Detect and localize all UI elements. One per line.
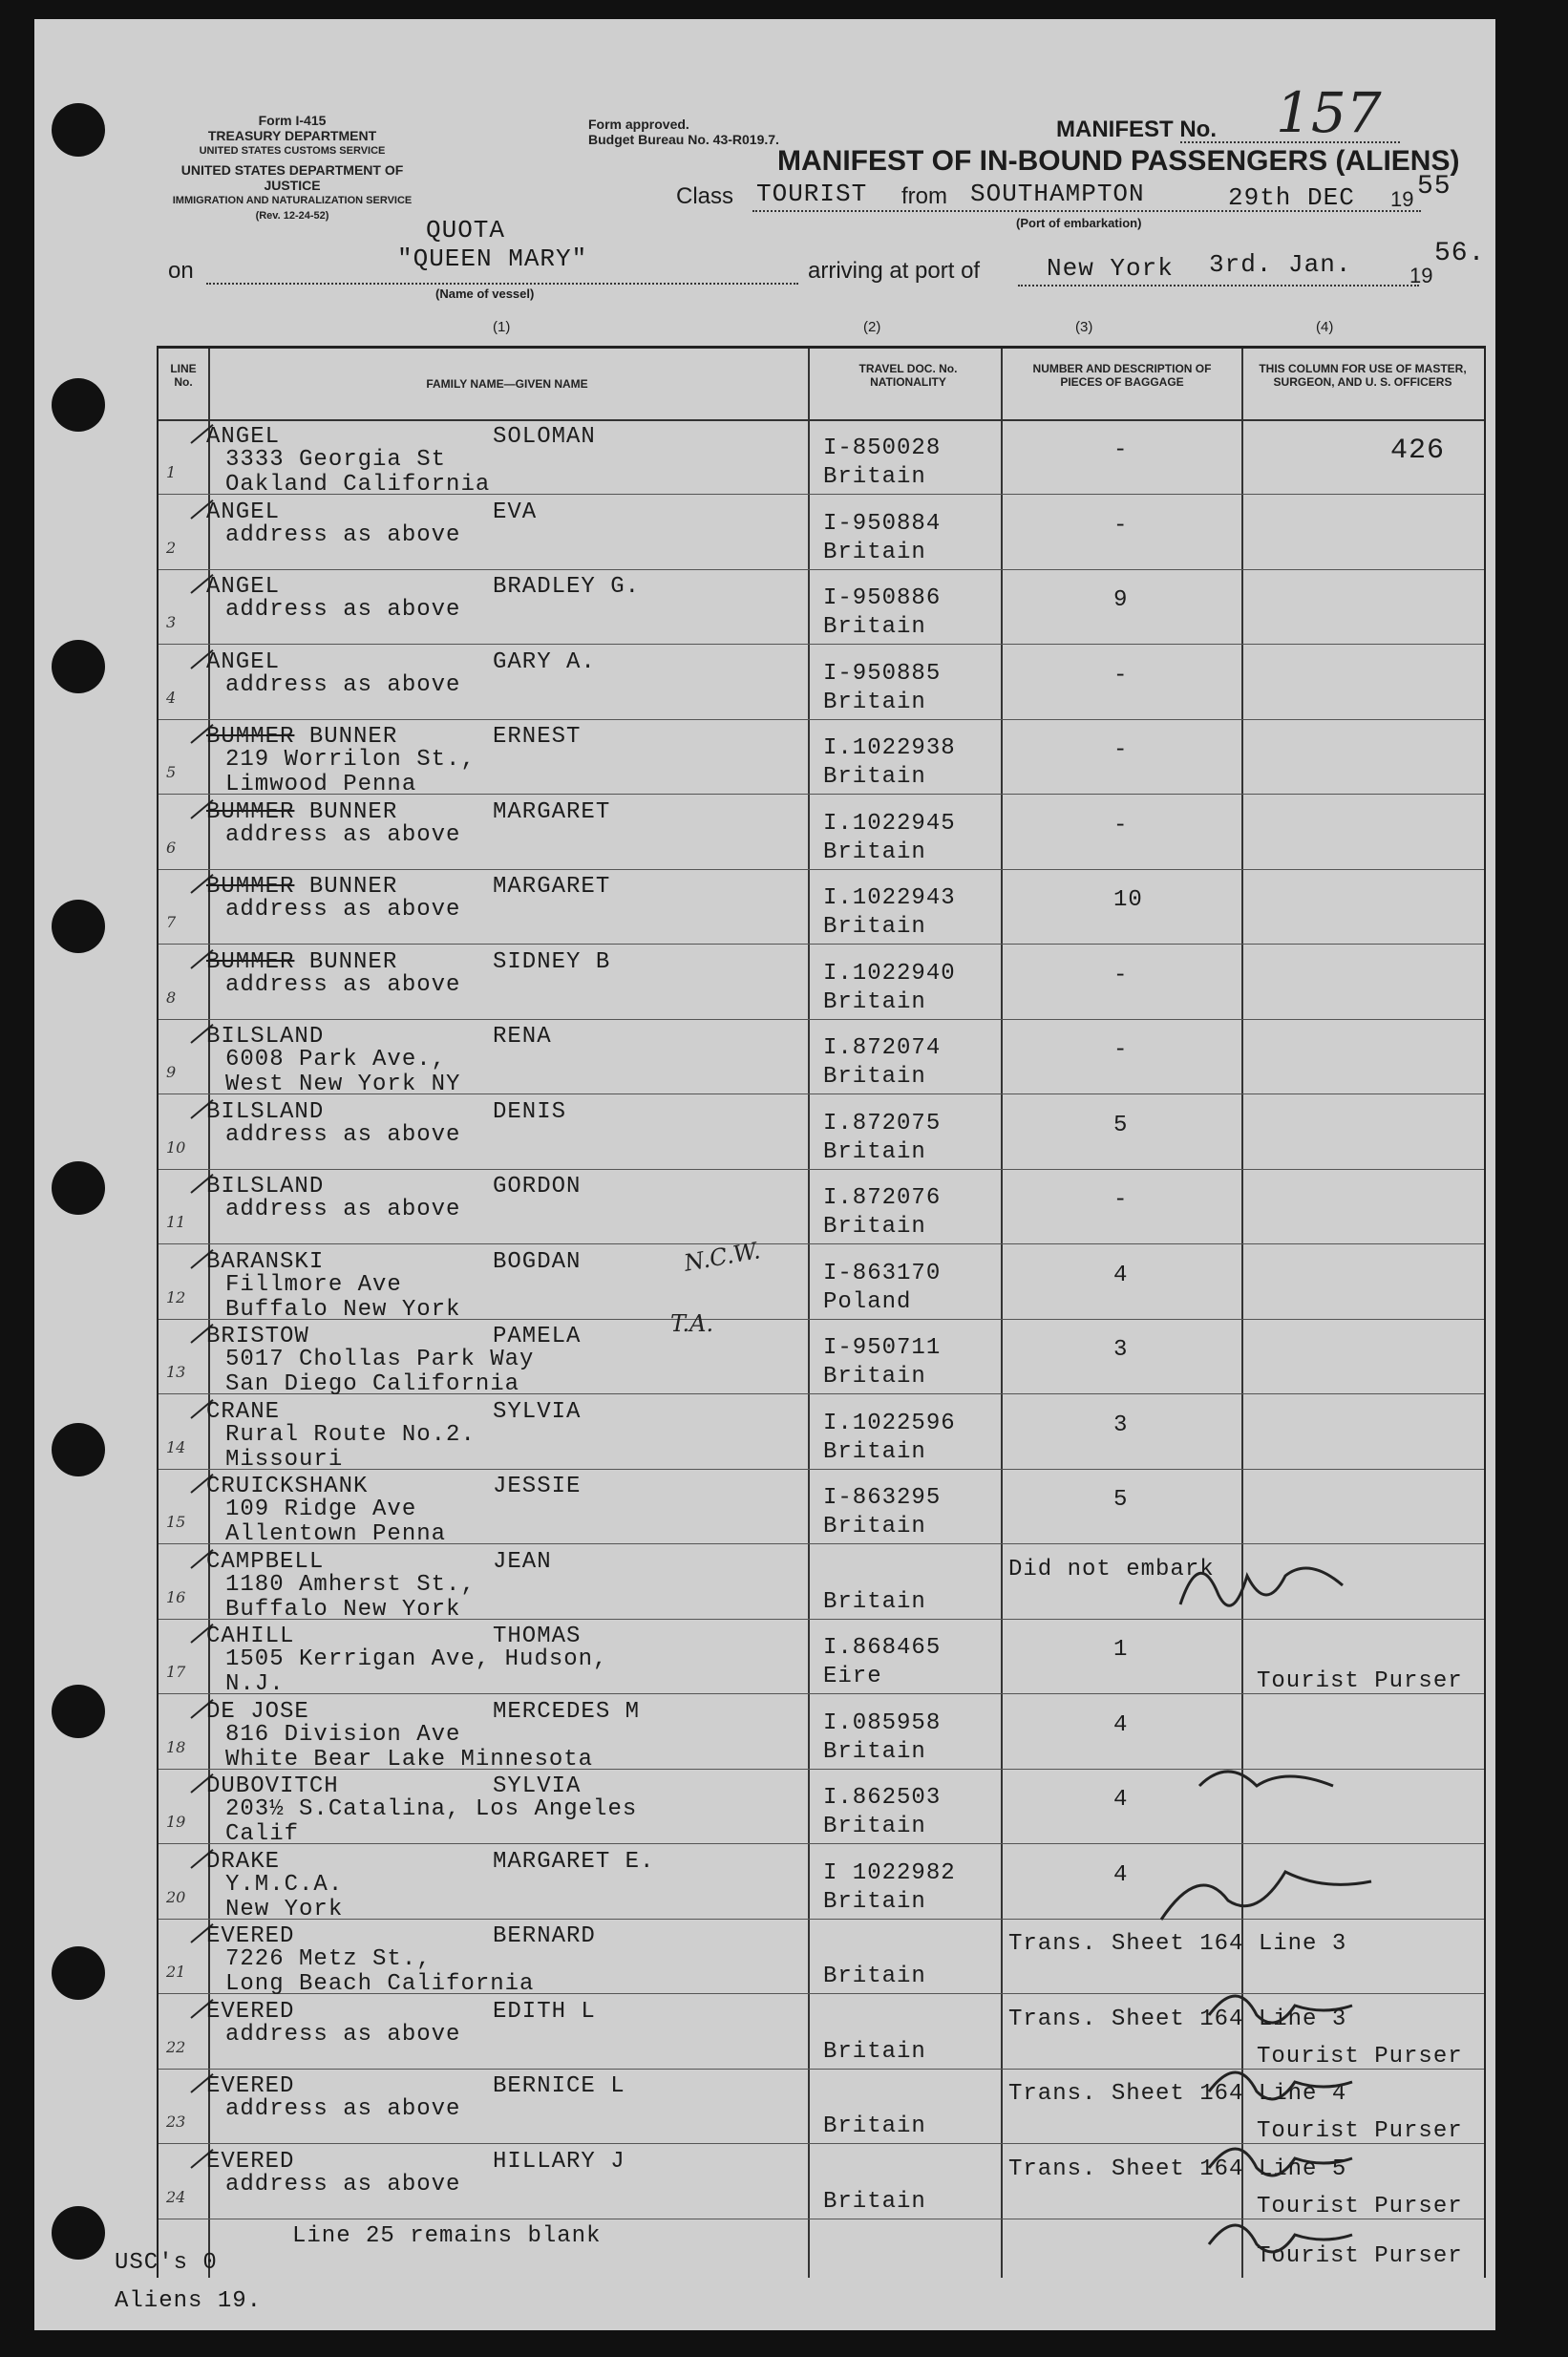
baggage-count: - bbox=[1113, 1037, 1129, 1063]
address-line: Calif bbox=[225, 1821, 300, 1847]
punch-hole bbox=[52, 2206, 105, 2260]
travel-doc-number: I.1022945 bbox=[823, 810, 956, 837]
punch-hole bbox=[52, 1423, 105, 1476]
vessel-name: "QUEEN MARY" bbox=[397, 244, 588, 273]
address-line: Oakland California bbox=[225, 472, 491, 498]
address-line: Buffalo New York bbox=[225, 1296, 461, 1323]
address-line: address as above bbox=[225, 971, 461, 998]
customs-service: UNITED STATES CUSTOMS SERVICE bbox=[199, 145, 386, 157]
given-name: BERNARD bbox=[493, 1923, 596, 1949]
given-name: MERCEDES M bbox=[493, 1698, 641, 1725]
family-name: ANGEL bbox=[206, 499, 281, 525]
line-number: 23 bbox=[166, 2113, 186, 2131]
col-header-baggage: NUMBER AND DESCRIPTION OF PIECES OF BAGGAGE bbox=[1032, 362, 1212, 389]
travel-doc-number: I-950886 bbox=[823, 585, 942, 611]
manifest-title: MANIFEST OF IN-BOUND PASSENGERS (ALIENS) bbox=[777, 145, 1460, 177]
address-line: 203½ S.Catalina, Los Angeles bbox=[225, 1796, 638, 1822]
punch-hole bbox=[52, 378, 105, 432]
family-name: DUBOVITCH bbox=[206, 1773, 339, 1799]
nationality: Britain bbox=[823, 464, 926, 490]
manifest-label: MANIFEST No. bbox=[1056, 117, 1217, 142]
col-header-travel-doc: TRAVEL DOC. No. NATIONALITY bbox=[858, 362, 958, 389]
port-caption: (Port of embarkation) bbox=[1016, 216, 1142, 230]
form-approved bbox=[588, 117, 837, 147]
form-number: Form I-415 bbox=[258, 113, 327, 128]
given-name: EVA bbox=[493, 499, 538, 525]
baggage-count: - bbox=[1113, 512, 1129, 539]
line-number: 7 bbox=[166, 913, 177, 931]
punch-hole bbox=[52, 900, 105, 953]
nationality: Britain bbox=[823, 2038, 926, 2065]
family-name: EVERED bbox=[206, 1998, 295, 2025]
baggage-count: - bbox=[1113, 662, 1129, 689]
travel-doc-number: I.1022596 bbox=[823, 1410, 956, 1436]
treasury-dept: TREASURY DEPARTMENT bbox=[207, 128, 377, 143]
table-row bbox=[159, 1021, 1484, 1095]
nationality: Britain bbox=[823, 1514, 926, 1539]
baggage-count: - bbox=[1113, 812, 1129, 839]
line-number: 8 bbox=[166, 987, 177, 1007]
travel-doc-number: I-863295 bbox=[823, 1485, 942, 1511]
row-divider bbox=[159, 1019, 1484, 1020]
address-line: Limwood Penna bbox=[225, 772, 417, 797]
ncw-annotation: N.C.W. bbox=[682, 1237, 763, 1277]
line-number: 18 bbox=[166, 1737, 186, 1756]
given-name: GORDON bbox=[493, 1174, 582, 1200]
col-num-2: (2) bbox=[863, 319, 881, 335]
address-line: Y.M.C.A. bbox=[225, 1871, 344, 1898]
travel-doc-number: I.1022938 bbox=[823, 735, 956, 761]
family-name: CAHILL bbox=[206, 1624, 295, 1649]
nationality: Britain bbox=[823, 839, 926, 865]
nationality: Britain bbox=[823, 2113, 926, 2139]
line-25-note: Line 25 remains blank bbox=[292, 2223, 602, 2249]
from-value: SOUTHAMPTON bbox=[970, 180, 1145, 208]
col-num-3: (3) bbox=[1075, 319, 1093, 335]
corrected-family-name: BUNNER bbox=[294, 948, 398, 975]
budget-bureau-line: Budget Bureau No. 43-R019.7. bbox=[588, 132, 779, 147]
row-divider bbox=[159, 869, 1484, 870]
given-name: THOMAS bbox=[493, 1624, 582, 1649]
baggage-count: 9 bbox=[1113, 587, 1129, 613]
baggage-count: 3 bbox=[1113, 1337, 1129, 1363]
family-name: EVERED bbox=[206, 1923, 295, 1949]
given-name: JESSIE bbox=[493, 1474, 582, 1499]
address-line: 7226 Metz St., bbox=[225, 1946, 432, 1972]
line-number: 4 bbox=[166, 688, 177, 707]
family-name: DRAKE bbox=[206, 1848, 281, 1875]
quota: QUOTA bbox=[426, 216, 506, 244]
nationality: Britain bbox=[823, 1964, 926, 1989]
address-line: Buffalo New York bbox=[225, 1596, 461, 1623]
given-name: EDITH L bbox=[493, 1998, 596, 2025]
address-line: N.J. bbox=[225, 1671, 285, 1697]
revision: (Rev. 12-24-52) bbox=[255, 210, 329, 222]
nationality: Eire bbox=[823, 1664, 882, 1689]
line-number: 12 bbox=[166, 1287, 186, 1306]
class-value: TOURIST bbox=[756, 180, 868, 208]
table-row bbox=[159, 796, 1484, 871]
address-line: 816 Division Ave bbox=[225, 1721, 461, 1748]
table-row bbox=[159, 721, 1484, 796]
line-number: 2 bbox=[166, 538, 177, 557]
family-name: CRUICKSHANK bbox=[206, 1474, 369, 1499]
travel-doc-number: I-950884 bbox=[823, 510, 942, 537]
address-line: 5017 Chollas Park Way bbox=[225, 1347, 535, 1372]
last-purser-remark: Tourist Purser bbox=[1257, 2243, 1463, 2269]
family-name: EVERED bbox=[206, 2073, 295, 2099]
family-name: DE JOSE bbox=[206, 1698, 309, 1725]
address-line: 219 Worrilon St., bbox=[225, 747, 476, 773]
form-approved-line: Form approved. bbox=[588, 117, 689, 132]
family-name: ANGEL bbox=[206, 648, 281, 675]
given-name: SYLVIA bbox=[493, 1773, 582, 1799]
travel-doc-number: I-950885 bbox=[823, 660, 942, 687]
baggage-count: 10 bbox=[1113, 887, 1143, 913]
arriving-label: arriving at port of bbox=[808, 258, 981, 284]
baggage-count: 1 bbox=[1113, 1637, 1129, 1663]
arrival-port: New York bbox=[1047, 254, 1174, 283]
address-line: address as above bbox=[225, 671, 461, 698]
address-line: Missouri bbox=[225, 1446, 344, 1473]
family-name: ANGEL bbox=[206, 574, 281, 600]
nationality: Britain bbox=[823, 1214, 926, 1240]
given-name: MARGARET bbox=[493, 874, 611, 900]
travel-doc-number: I.868465 bbox=[823, 1635, 942, 1661]
address-line: 1180 Amherst St., bbox=[225, 1571, 476, 1598]
embark-year: 55 bbox=[1417, 172, 1451, 202]
table-row bbox=[159, 1171, 1484, 1245]
line-number: 6 bbox=[166, 838, 177, 857]
line-number: 1 bbox=[166, 463, 177, 481]
nationality: Britain bbox=[823, 1888, 926, 1915]
nationality: Poland bbox=[823, 1288, 912, 1315]
table-row bbox=[159, 421, 1484, 496]
line-number: 17 bbox=[166, 1663, 186, 1681]
address-line: address as above bbox=[225, 2021, 461, 2048]
corrected-family-name: BUNNER bbox=[294, 874, 398, 900]
address-line: New York bbox=[225, 1896, 344, 1922]
family-name: BILSLAND bbox=[206, 1024, 325, 1050]
line-number: 20 bbox=[166, 1887, 186, 1906]
travel-doc-number: I.872074 bbox=[823, 1035, 942, 1061]
row-divider bbox=[159, 569, 1484, 570]
vessel-caption: (Name of vessel) bbox=[435, 287, 535, 301]
struck-family-name: BUMMER bbox=[206, 724, 295, 750]
col-num-4: (4) bbox=[1316, 319, 1334, 335]
family-name: ANGEL bbox=[206, 424, 281, 450]
embark-date: 29th DEC bbox=[1228, 183, 1355, 212]
nationality: Britain bbox=[823, 1364, 926, 1390]
address-line: address as above bbox=[225, 1197, 461, 1222]
given-name: SIDNEY B bbox=[493, 948, 611, 975]
travel-doc-number: I-950711 bbox=[823, 1335, 942, 1361]
punch-hole bbox=[52, 640, 105, 693]
travel-doc-number: I.872076 bbox=[823, 1185, 942, 1211]
table-row bbox=[159, 871, 1484, 945]
nationality: Britain bbox=[823, 2188, 926, 2215]
nationality: Britain bbox=[823, 1814, 926, 1839]
baggage-count: 3 bbox=[1113, 1412, 1129, 1438]
family-name bbox=[206, 950, 397, 975]
given-name: HILLARY J bbox=[493, 2148, 625, 2175]
justice-dept: UNITED STATES DEPARTMENT OF JUSTICE bbox=[180, 162, 404, 193]
given-name: DENIS bbox=[493, 1098, 567, 1125]
struck-family-name: BUMMER bbox=[206, 798, 295, 825]
year-prefix: 19 bbox=[1390, 187, 1414, 211]
travel-doc-number: I.1022940 bbox=[823, 960, 956, 987]
manifest-sheet bbox=[34, 19, 1495, 2330]
address-line: address as above bbox=[225, 597, 461, 623]
address-line: Long Beach California bbox=[225, 1971, 535, 1997]
officer-remark: Tourist Purser bbox=[1257, 2043, 1463, 2070]
nationality: Britain bbox=[823, 1588, 926, 1615]
family-name: BILSLAND bbox=[206, 1098, 325, 1125]
table-row bbox=[159, 946, 1484, 1021]
travel-doc-number: I.872075 bbox=[823, 1110, 942, 1136]
col-num-1: (1) bbox=[493, 319, 511, 335]
class-underline bbox=[752, 210, 1421, 212]
officer-remark: 426 bbox=[1390, 435, 1446, 467]
address-line: address as above bbox=[225, 2171, 461, 2198]
nationality: Britain bbox=[823, 764, 926, 790]
given-name: GARY A. bbox=[493, 648, 596, 675]
baggage-count: 4 bbox=[1113, 1787, 1129, 1813]
line-number: 22 bbox=[166, 2037, 186, 2056]
col-header-officers: THIS COLUMN FOR USE OF MASTER, SURGEON, AND U. S. OFFICERS bbox=[1259, 362, 1467, 389]
family-name: CRANE bbox=[206, 1398, 281, 1425]
family-name: BILSLAND bbox=[206, 1174, 325, 1200]
line-number: 11 bbox=[166, 1213, 186, 1231]
given-name: MARGARET bbox=[493, 798, 611, 825]
line-number: 5 bbox=[166, 763, 177, 781]
arrival-year-prefix: 19 bbox=[1409, 264, 1433, 287]
given-name: SYLVIA bbox=[493, 1398, 582, 1425]
address-line: 3333 Georgia St bbox=[225, 447, 447, 473]
given-name: BERNICE L bbox=[493, 2073, 625, 2099]
given-name: BOGDAN bbox=[493, 1248, 582, 1275]
line-number: 16 bbox=[166, 1587, 186, 1606]
address-line: West New York NY bbox=[225, 1072, 461, 1097]
nationality: Britain bbox=[823, 1438, 926, 1465]
arrival-date: 3rd. Jan. bbox=[1209, 250, 1352, 279]
row-divider bbox=[159, 1169, 1484, 1170]
on-label: on bbox=[168, 258, 194, 284]
line-number: 10 bbox=[166, 1137, 186, 1157]
officer-remark: Tourist Purser bbox=[1257, 1668, 1463, 1694]
travel-doc-number: I.085958 bbox=[823, 1709, 942, 1736]
given-name: SOLOMAN bbox=[493, 424, 596, 450]
arrival-year: 56. bbox=[1434, 239, 1486, 268]
family-name bbox=[206, 800, 397, 825]
baggage-count: - bbox=[1113, 962, 1129, 988]
family-name: EVERED bbox=[206, 2148, 295, 2175]
nationality: Britain bbox=[823, 1138, 926, 1165]
line-number: 21 bbox=[166, 1963, 186, 1981]
line-number: 3 bbox=[166, 613, 177, 631]
family-name: CAMPBELL bbox=[206, 1548, 325, 1575]
nationality: Britain bbox=[823, 689, 926, 715]
arrival-underline bbox=[1018, 285, 1419, 287]
punch-hole bbox=[52, 1946, 105, 2000]
address-line: 6008 Park Ave., bbox=[225, 1047, 447, 1072]
ins-service: IMMIGRATION AND NATURALIZATION SERVICE bbox=[172, 195, 413, 206]
baggage-count: Trans. Sheet 164 Line 4 bbox=[1008, 2081, 1347, 2107]
line-number: 19 bbox=[166, 1813, 186, 1831]
row-divider bbox=[159, 719, 1484, 720]
col-header-line-no: LINE No. bbox=[170, 362, 197, 389]
address-line: address as above bbox=[225, 1121, 461, 1148]
table-row bbox=[159, 647, 1484, 721]
travel-doc-number: I.1022943 bbox=[823, 885, 956, 911]
row-divider bbox=[159, 644, 1484, 645]
travel-doc-number: I-863170 bbox=[823, 1260, 942, 1286]
address-line: Fillmore Ave bbox=[225, 1271, 402, 1298]
baggage-count: - bbox=[1113, 1187, 1129, 1213]
line-number: 13 bbox=[166, 1363, 186, 1381]
baggage-count: Trans. Sheet 164 Line 5 bbox=[1008, 2155, 1347, 2182]
officer-remark: Tourist Purser bbox=[1257, 2118, 1463, 2144]
corrected-family-name: BUNNER bbox=[294, 798, 398, 825]
baggage-count: Trans. Sheet 164 Line 3 bbox=[1008, 2006, 1347, 2032]
punch-hole bbox=[52, 1685, 105, 1738]
line-number: 24 bbox=[166, 2187, 186, 2206]
nationality: Britain bbox=[823, 1064, 926, 1090]
row-divider bbox=[159, 944, 1484, 945]
baggage-count: Trans. Sheet 164 Line 3 bbox=[1008, 1931, 1347, 1957]
line-number: 15 bbox=[166, 1513, 186, 1531]
table-row bbox=[159, 1396, 1484, 1471]
baggage-count: 5 bbox=[1113, 1112, 1129, 1138]
baggage-count: - bbox=[1113, 737, 1129, 763]
manifest-number: 157 bbox=[1276, 80, 1382, 145]
baggage-count: 4 bbox=[1113, 1861, 1129, 1888]
address-line: White Bear Lake Minnesota bbox=[225, 1746, 594, 1773]
ta-annotation: T.A. bbox=[670, 1310, 714, 1337]
aliens-count: Aliens 19. bbox=[115, 2288, 263, 2314]
given-name: PAMELA bbox=[493, 1324, 582, 1349]
corrected-family-name: BUNNER bbox=[294, 724, 398, 750]
struck-family-name: BUMMER bbox=[206, 874, 295, 900]
table-row bbox=[159, 571, 1484, 646]
nationality: Britain bbox=[823, 1738, 926, 1765]
row-divider bbox=[159, 1243, 1484, 1244]
baggage-count: - bbox=[1113, 437, 1129, 463]
usc-note: USC's 0 bbox=[115, 2250, 218, 2276]
address-line: 1505 Kerrigan Ave, Hudson, bbox=[225, 1646, 608, 1672]
baggage-count: 5 bbox=[1113, 1487, 1129, 1513]
baggage-count: 4 bbox=[1113, 1262, 1129, 1288]
given-name: JEAN bbox=[493, 1548, 552, 1575]
address-line: San Diego California bbox=[225, 1371, 520, 1397]
nationality: Britain bbox=[823, 914, 926, 940]
row-divider bbox=[159, 1469, 1484, 1470]
baggage-count: Did not embark bbox=[1008, 1556, 1215, 1582]
table-row bbox=[159, 1321, 1484, 1395]
form-block-treasury bbox=[187, 113, 397, 159]
travel-doc-number: I-850028 bbox=[823, 435, 942, 461]
address-line: address as above bbox=[225, 2096, 461, 2122]
line-number: 9 bbox=[166, 1063, 177, 1081]
table-row bbox=[159, 497, 1484, 571]
nationality: Britain bbox=[823, 988, 926, 1015]
form-block-justice bbox=[159, 162, 426, 223]
address-line: address as above bbox=[225, 897, 461, 923]
punch-hole bbox=[52, 1161, 105, 1215]
line-number: 14 bbox=[166, 1437, 186, 1456]
class-label: Class bbox=[676, 183, 734, 209]
table-row bbox=[159, 1096, 1484, 1171]
family-name: BARANSKI bbox=[206, 1248, 325, 1275]
family-name: BRISTOW bbox=[206, 1324, 309, 1349]
address-line: address as above bbox=[225, 821, 461, 848]
col-header-name: FAMILY NAME—GIVEN NAME bbox=[426, 377, 588, 391]
punch-hole bbox=[52, 103, 105, 157]
baggage-count: 4 bbox=[1113, 1711, 1129, 1738]
table-row bbox=[159, 1246, 1484, 1321]
officer-remark: Tourist Purser bbox=[1257, 2193, 1463, 2219]
given-name: ERNEST bbox=[493, 724, 582, 750]
address-line: Allentown Penna bbox=[225, 1521, 447, 1547]
purser-signatures bbox=[1104, 1518, 1486, 2302]
given-name: BRADLEY G. bbox=[493, 574, 641, 600]
address-line: Rural Route No.2. bbox=[225, 1421, 476, 1448]
vessel-underline bbox=[206, 283, 798, 285]
given-name: MARGARET E. bbox=[493, 1848, 655, 1875]
travel-doc-number: I.862503 bbox=[823, 1785, 942, 1811]
struck-family-name: BUMMER bbox=[206, 948, 295, 975]
nationality: Britain bbox=[823, 614, 926, 640]
from-label: from bbox=[901, 183, 947, 209]
given-name: RENA bbox=[493, 1024, 552, 1050]
address-line: 109 Ridge Ave bbox=[225, 1497, 417, 1522]
travel-doc-number: I 1022982 bbox=[823, 1859, 956, 1886]
nationality: Britain bbox=[823, 539, 926, 565]
address-line: address as above bbox=[225, 521, 461, 548]
